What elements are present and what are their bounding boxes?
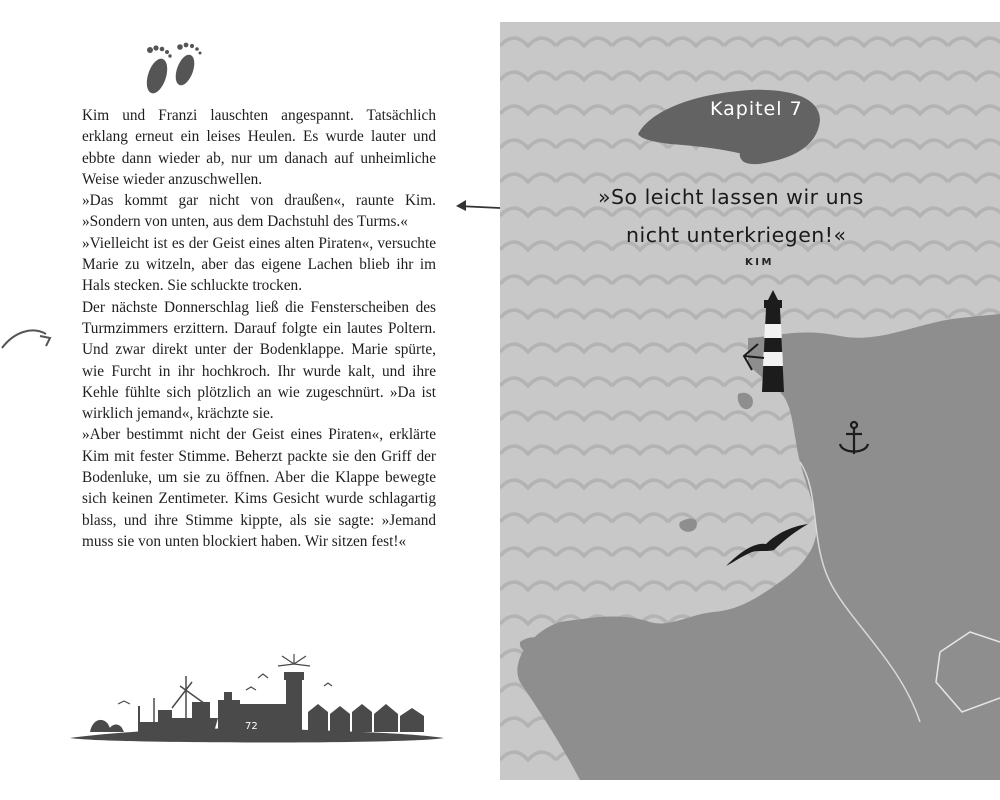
arrow-icon [452,196,502,216]
quote-line-2: nicht unterkriegen!« [626,223,847,247]
body-text [82,105,436,552]
paragraph-2: »Das kommt gar nicht von draußen«, raunte Kim. »Sondern von unten, aus dem Dachstuhl des Turms.« [82,192,436,231]
harbor-skyline-icon [68,646,448,746]
quote-line-1: »So leicht lassen wir uns [598,185,864,209]
paragraph-3: »Vielleicht ist es der Geist eines alten Piraten«, versuchte Marie zu witzeln, aber das eigene Lachen blieb ihr im Hals stecken. Sie schluckte trocken. [82,234,436,295]
footprints-icon [135,40,215,102]
lighthouse-icon [738,284,808,404]
quote-author: KIM [745,257,774,268]
paragraph-4: Der nächste Donnerschlag ließ die Fensterscheiben des Turmzimmers erzittern. Darauf folgte ein lautes Poltern. Und zwar direkt unter der Bodenklappe. Marie spürte, wie Furcht in ihr hochkroch. Ihr wurde kalt, und ihre Kehle fühlte sich plötzlich an wie zugeschnürt. »Da ist wirklich jemand«, krächzte sie. [82,298,436,423]
hook-icon [0,318,60,358]
chapter-label: Kapitel 7 [710,98,803,120]
page-number: 72 [245,721,258,732]
anchor-icon [836,420,872,460]
chapter-quote [598,178,918,254]
paragraph-1: Kim und Franzi lauschten angespannt. Tatsächlich erklang erneut ein leises Heulen. Es wurde lauter und ebbte dann wieder ab, nur um danach auf unheimliche Weise wieder anzuschwellen. [82,107,436,188]
right-page [500,22,1000,780]
seagull-icon [722,520,812,570]
paragraph-5: »Aber bestimmt nicht der Geist eines Piraten«, erklärte Kim mit fester Stimme. Beherzt packte sie den Griff der Bodenluke, um sie zu öffnen. Aber die Klappe bewegte sich keinen Zentimeter. Kims Gesicht wurde schlagartig blass, und ihre Stimme kippte, als sie sagte: »Jemand muss sie von unten blockiert haben. Wir sitzen fest!« [82,426,436,550]
